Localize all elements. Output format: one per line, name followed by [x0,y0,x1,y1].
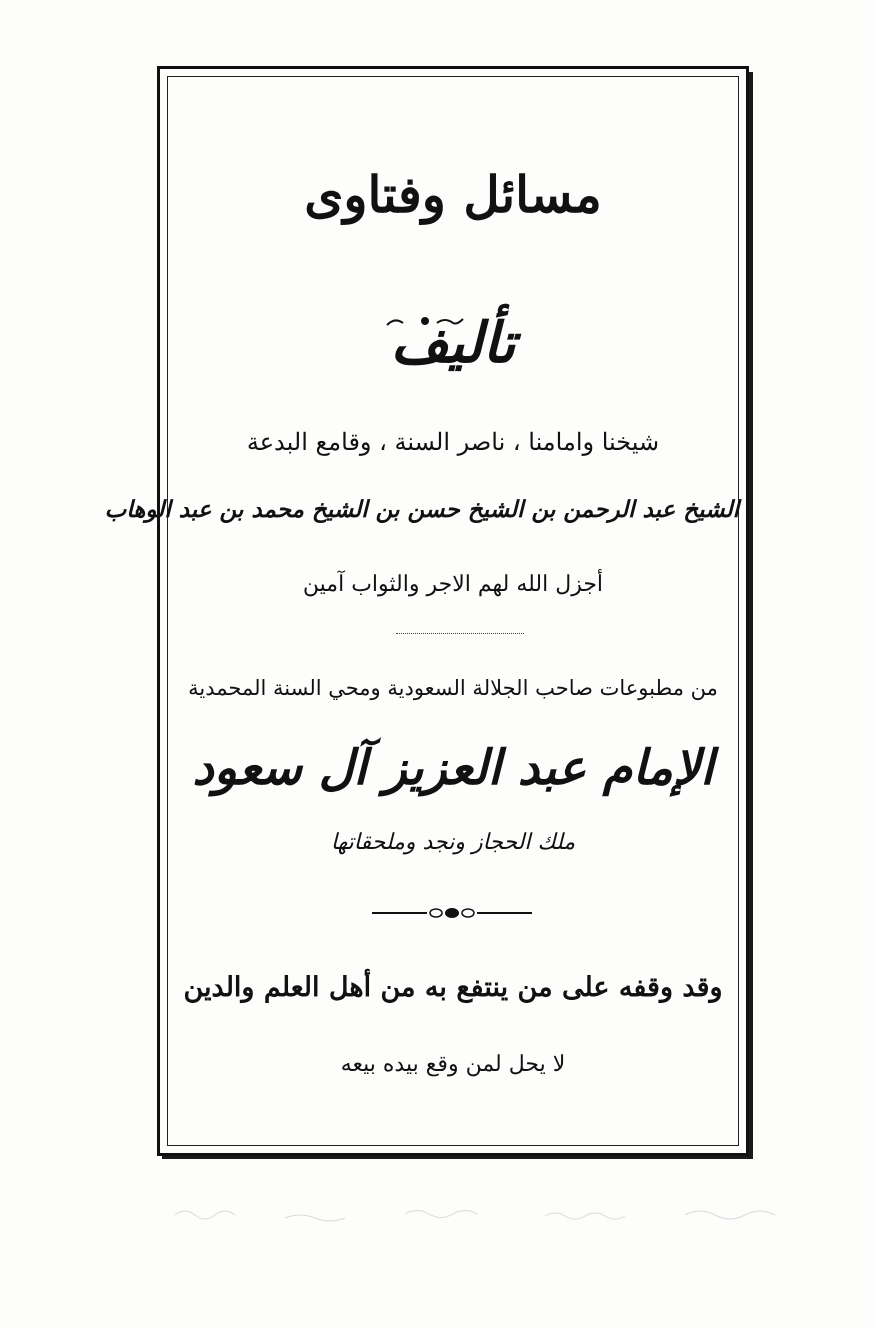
author-names: الشيخ عبد الرحمن بن الشيخ حسن بن الشيخ محمد بن عبد الوهاب [104,496,739,523]
king-title: ملك الحجاز ونجد وملحقاتها [330,830,576,855]
publisher-line: من مطبوعات صاحب الجلالة السعودية ومحي السنة المحمدية [188,676,718,700]
authorship-heading: تأليف [390,310,516,376]
ornamental-divider-icon [372,905,532,921]
prayer-line: أجزل الله لهم الاجر والثواب آمين [302,572,604,597]
endowment-statement: وقد وقفه على من ينتفع به من أهل العلم والدين [183,972,723,1003]
bleed-through-texture [165,1200,825,1230]
dotted-divider [396,633,524,634]
author-honorifics: شيخنا وامامنا ، ناصر السنة ، وقامع البدعة [246,428,660,456]
sale-prohibition: لا يحل لمن وقع بيده بيعه [340,1052,566,1077]
book-title: مسائل وفتاوى [304,165,602,224]
king-name-calligraphy: الإمام عبد العزيز آل سعود [192,740,714,796]
